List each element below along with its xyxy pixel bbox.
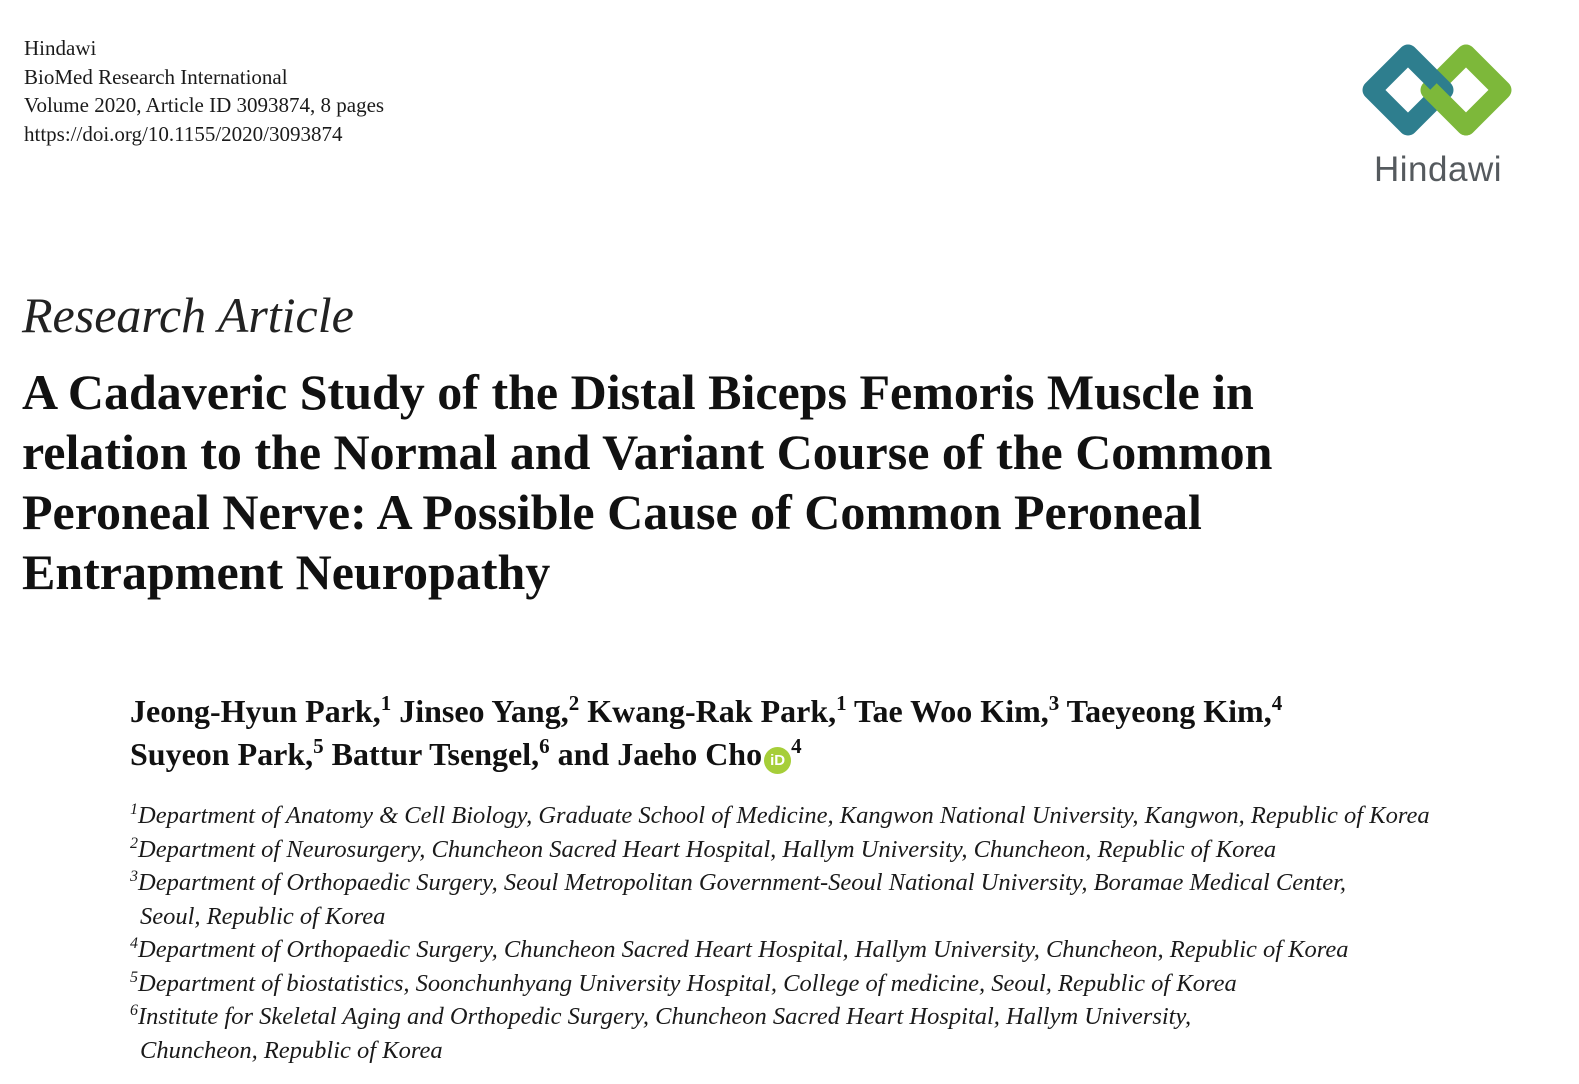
author-name: and Jaeho Cho (557, 736, 763, 772)
affiliations-list (130, 799, 1550, 1067)
affiliation-number: 6 (130, 1002, 138, 1019)
author-line (130, 733, 1530, 776)
affiliation-item (130, 1000, 1550, 1067)
author-name: Taeyeong Kim, (1066, 693, 1272, 729)
journal-info (24, 34, 384, 148)
affiliation-text-continued: Seoul, Republic of Korea (140, 902, 386, 930)
affiliation-number: 1 (130, 801, 138, 818)
affiliation-item (130, 933, 1550, 967)
author-list (130, 690, 1530, 776)
author-name: Kwang-Rak Park, (587, 693, 837, 729)
affiliation-item (130, 967, 1550, 1001)
title-line: Entrapment Neuropathy (22, 544, 551, 600)
author-affiliation-ref: 2 (568, 691, 580, 715)
author-affiliation-ref: 5 (313, 734, 324, 758)
author-affiliation-ref: 4 (1271, 691, 1283, 715)
affiliation-item (130, 866, 1550, 933)
orcid-icon[interactable]: iD (764, 747, 791, 774)
author-line (130, 690, 1530, 733)
affiliation-item (130, 833, 1550, 867)
hindawi-logo-icon (1358, 32, 1518, 150)
affiliation-text: Department of Orthopaedic Surgery, Seoul Metropolitan Government-Seoul National University, Boramae Medical Center, (138, 869, 1347, 896)
affiliation-text: Department of Anatomy & Cell Biology, Graduate School of Medicine, Kangwon National University, Kangwon, Republic of Korea (138, 802, 1430, 829)
title-line: A Cadaveric Study of the Distal Biceps Femoris Muscle in (22, 364, 1254, 420)
author-name: Battur Tsengel, (331, 736, 540, 772)
affiliation-text: Institute for Skeletal Aging and Orthopedic Surgery, Chuncheon Sacred Heart Hospital, Hallym University, (138, 1003, 1192, 1030)
author-affiliation-ref: 1 (380, 691, 392, 715)
affiliation-text: Department of Neurosurgery, Chuncheon Sacred Heart Hospital, Hallym University, Chuncheon, Republic of Korea (138, 835, 1277, 863)
author-name: Jinseo Yang, (399, 693, 569, 729)
affiliation-number: 4 (130, 935, 138, 952)
article-title (22, 362, 1462, 602)
doi-link[interactable]: https://doi.org/10.1155/2020/3093874 (24, 121, 343, 146)
author-affiliation-ref: 3 (1048, 691, 1060, 715)
affiliation-number: 3 (130, 868, 138, 885)
title-line: relation to the Normal and Variant Course of the Common (22, 424, 1273, 480)
affiliation-item (130, 799, 1550, 833)
journal-name: BioMed Research International (24, 64, 288, 89)
affiliation-number: 5 (130, 968, 138, 986)
publisher-name: Hindawi (24, 36, 97, 60)
title-line: Peroneal Nerve: A Possible Cause of Common Peroneal (22, 484, 1202, 540)
author-name: Jeong-Hyun Park, (130, 693, 381, 729)
affiliation-number: 2 (130, 834, 138, 852)
author-affiliation-ref: 1 (836, 691, 847, 715)
author-name: Tae Woo Kim, (854, 693, 1049, 729)
affiliation-text: Department of biostatistics, Soonchunhyang University Hospital, College of medicine, Seoul, Republic of Korea (138, 969, 1237, 997)
author-affiliation-ref: 6 (539, 734, 550, 758)
author-affiliation-ref: 4 (791, 734, 802, 758)
hindawi-logo (1358, 32, 1518, 192)
author-name: Suyeon Park, (130, 736, 314, 772)
affiliation-text: Department of Orthopaedic Surgery, Chuncheon Sacred Heart Hospital, Hallym University, Chuncheon, Republic of Korea (138, 936, 1349, 963)
volume-info: Volume 2020, Article ID 3093874, 8 pages (24, 93, 385, 117)
hindawi-wordmark: Hindawi (1374, 150, 1502, 189)
affiliation-text-continued: Chuncheon, Republic of Korea (140, 1036, 443, 1064)
article-type: Research Article (22, 287, 354, 343)
